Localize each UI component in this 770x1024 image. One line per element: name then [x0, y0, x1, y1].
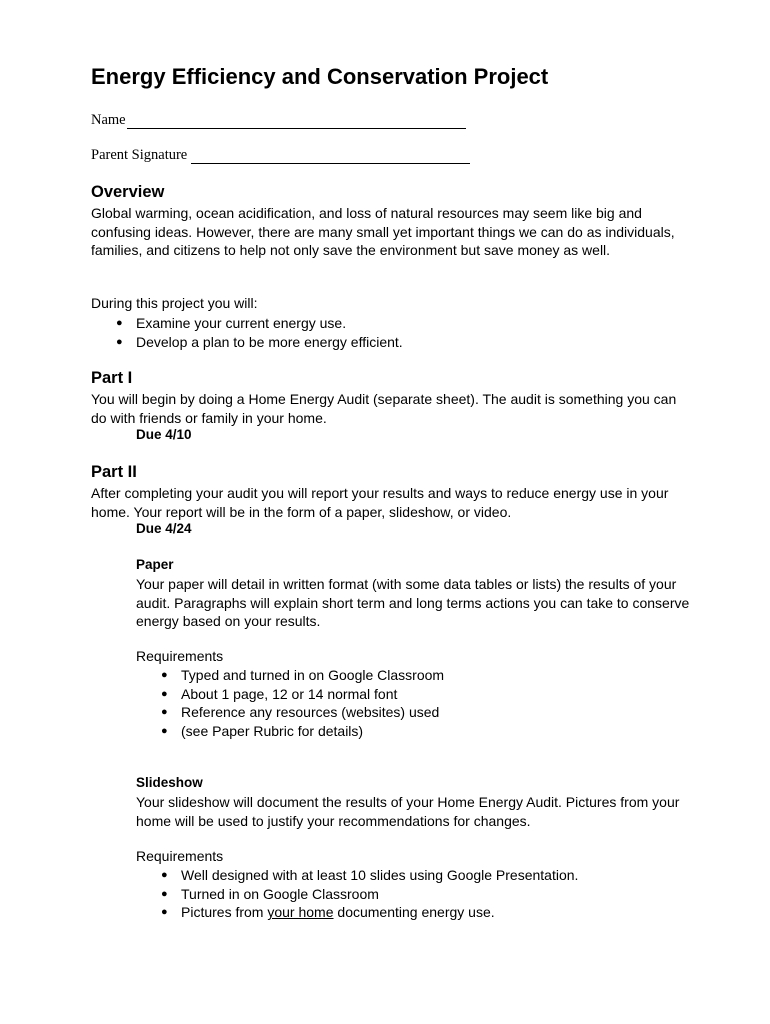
bullet-icon: ● — [161, 906, 168, 919]
list-item: ● Turned in on Google Classroom — [161, 885, 379, 902]
part2-due-date: Due 4/24 — [136, 521, 192, 536]
parent-signature-line[interactable] — [191, 163, 470, 164]
list-item: ● Reference any resources (websites) used — [161, 704, 440, 721]
list-item: ● About 1 page, 12 or 14 normal font — [161, 685, 398, 702]
name-field-line[interactable] — [127, 128, 466, 129]
bullet-icon: ● — [161, 869, 168, 881]
part1-paragraph: You will begin by doing a Home Energy Audit (separate sheet). The audit is something you can do with friends or family in your home. — [91, 391, 677, 426]
slideshow-requirements-list — [161, 866, 579, 922]
bullet-icon: ● — [161, 669, 168, 681]
parent-signature-label: Parent Signature — [91, 147, 188, 163]
part2-heading: Part II — [91, 463, 137, 481]
overview-intro: During this project you will: — [91, 295, 258, 311]
paper-requirements-list — [161, 666, 445, 740]
list-item: ● Develop a plan to be more energy efficient. — [116, 333, 403, 350]
list-item: ● Pictures from your home documenting energy use. — [161, 904, 495, 921]
slideshow-heading: Slideshow — [136, 775, 203, 790]
paper-requirements-label: Requirements — [136, 648, 224, 664]
overview-heading: Overview — [91, 183, 165, 201]
overview-list — [116, 314, 403, 351]
paper-paragraph: Your paper will detail in written format (with some data tables or lists) the results of your audit. Paragraphs will explain short term and long terms actions you can take to conserve energy based on your results. — [136, 576, 690, 630]
list-item: ● (see Paper Rubric for details) — [161, 722, 364, 739]
page-title: Energy Efficiency and Conservation Project — [91, 64, 549, 89]
bullet-icon: ● — [161, 706, 168, 719]
overview-paragraph: Global warming, ocean acidification, and loss of natural resources may seem like big and confusing ideas. However, there are many small yet important things we can do as individuals, families, and citizens to help not only save the environment but save money as well. — [91, 205, 675, 259]
paper-heading: Paper — [136, 557, 174, 572]
bullet-icon: ● — [161, 887, 168, 900]
list-item: ● Typed and turned in on Google Classroom — [161, 667, 445, 683]
slideshow-paragraph: Your slideshow will document the results of your Home Energy Audit. Pictures from your home will be used to justify your recommendations for changes. — [136, 794, 680, 829]
underlined-text: your home — [267, 904, 334, 921]
slideshow-requirements-label: Requirements — [136, 848, 224, 864]
bullet-icon: ● — [161, 724, 168, 737]
part1-due-date: Due 4/10 — [136, 427, 192, 442]
list-item: ● Examine your current energy use. — [116, 315, 347, 331]
bullet-icon: ● — [116, 317, 123, 329]
part2-paragraph: After completing your audit you will report your results and ways to reduce energy use in your home. Your report will be in the form of a paper, slideshow, or video. — [91, 485, 669, 520]
bullet-icon: ● — [161, 687, 168, 700]
part1-heading: Part I — [91, 369, 133, 387]
name-label: Name — [91, 112, 126, 128]
bullet-icon: ● — [116, 335, 123, 348]
list-item: ● Well designed with at least 10 slides using Google Presentation. — [161, 867, 579, 883]
